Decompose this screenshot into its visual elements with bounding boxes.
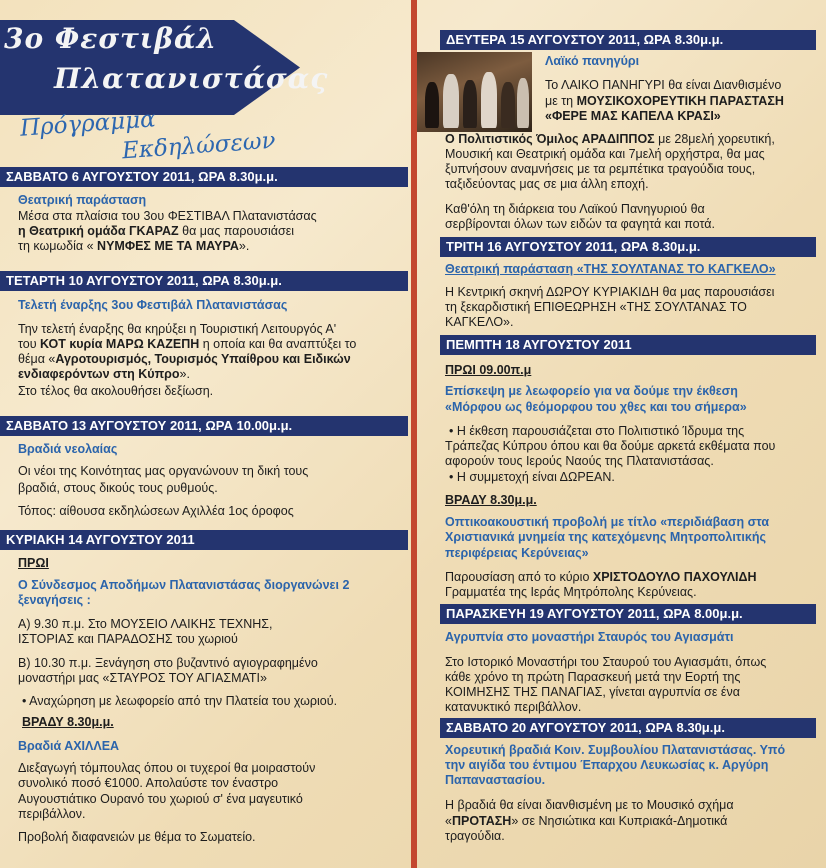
event-text: Τράπεζας Κύπρου όπου και θα δούμε αρκετά εκθέματα που (445, 439, 776, 453)
event-text: βραδιά, στους δικούς τους ρυθμούς. (18, 481, 218, 495)
event-date-bar: ΤΡΙΤΗ 16 ΑΥΓΟΥΣΤΟΥ 2011, ΩΡΑ 8.30μ.μ. (440, 237, 816, 257)
event-text: ξυπνήσουν αναμνήσεις με τα ρεμπέτικα τραγούδια τους, (445, 162, 756, 176)
event-date-bar: ΔΕΥΤΕΡΑ 15 ΑΥΓΟΥΣΤΟΥ 2011, ΩΡΑ 8.30μ.μ. (440, 30, 816, 50)
event-text: Το ΛΑΙΚΟ ΠΑΝΗΓΥΡΙ θα είναι Διανθισμένο (545, 78, 782, 92)
event-title: περιφέρειας Κερύνειας» (445, 546, 589, 560)
event-text: Ο Πολιτιστικός Όμιλος ΑΡΑΔΙΠΠΟΣ με 28μελή χορευτική, (445, 132, 775, 146)
event-text: η Θεατρική ομάδα ΓΚΑΡΑΖ θα μας παρουσιάσει (18, 224, 295, 238)
event-title: Θεατρική παράσταση «ΤΗΣ ΣΟΥΛΤΑΝΑΣ ΤΟ ΚΑΓΚΕΛΟ» (445, 262, 776, 276)
event-text: Προβολή διαφανειών με θέμα το Σωματείο. (18, 830, 256, 844)
event-text: μοναστήρι μας «ΣΤΑΥΡΟΣ ΤΟΥ ΑΓΙΑΣΜΑΤΙ» (18, 671, 267, 685)
right-column (417, 0, 826, 868)
event-title: Ο Σύνδεσμος Αποδήμων Πλατανιστάσας διοργανώνει 2 (18, 578, 350, 592)
event-title: Επίσκεψη με λεωφορείο για να δούμε την έκθεση (445, 384, 738, 398)
event-text: του ΚΟΤ κυρία ΜΑΡΩ ΚΑΖΕΠΗ η οποία και θα αναπτύξει το (18, 337, 357, 351)
program-subtitle-line2: Εκδηλώσεων (121, 127, 277, 165)
event-text: τη κωμωδία « ΝΥΜΦΕΣ ΜΕ ΤΑ ΜΑΥΡΑ». (18, 239, 250, 253)
event-text: τη ξεκαρδιστική ΕΠΙΘΕΩΡΗΣΗ «ΤΗΣ ΣΟΥΛΤΑΝΑΣ ΤΟ (445, 300, 747, 314)
event-text: κατανυκτικό περιβάλλον. (445, 700, 582, 714)
event-title: Χορευτική βραδιά Κοιν. Συμβουλίου Πλατανιστάσας. Υπό (445, 743, 786, 757)
event-title: Λαϊκό πανηγύρι (545, 54, 640, 68)
event-text: τραγούδια. (445, 829, 505, 843)
event-title: Αγρυπνία στο μοναστήρι Σταυρός του Αγιασμάτι (445, 630, 734, 644)
program-subtitle-line1: Πρόγραμμα (19, 106, 157, 142)
event-title: Παπαναστασίου. (445, 773, 546, 787)
event-text: θέμα «Αγροτουρισμός, Τουρισμός Υπαίθρου και Ειδικών (18, 352, 351, 366)
event-date-bar: ΣΑΒΒΑΤΟ 13 ΑΥΓΟΥΣΤΟΥ 2011, ΩΡΑ 10.00μ.μ. (0, 416, 408, 436)
event-text: με τη ΜΟΥΣΙΚΟΧΟΡΕΥΤΙΚΗ ΠΑΡΑΣΤΑΣΗ (545, 94, 784, 108)
event-text: Β) 10.30 π.μ. Ξενάγηση στο βυζαντινό αγιογραφημένο (18, 656, 318, 670)
dance-photo (417, 52, 532, 132)
event-text: ενδιαφερόντων στη Κύπρο». (18, 367, 190, 381)
event-time-label: ΠΡΩΙ 09.00π.μ (445, 363, 532, 377)
event-text: ΚΟΙΜΗΣΗΣ ΤΗΣ ΠΑΝΑΓΙΑΣ, γίνεται αγρυπνία σε ένα (445, 685, 740, 699)
event-text: Καθ'όλη τη διάρκεια του Λαϊκού Πανηγυριού θα (445, 202, 705, 216)
event-text: Μουσική και Θεατρική ομάδα και 7μελή ορχήστρα, θα μας (445, 147, 765, 161)
event-title: Βραδιά νεολαίας (18, 442, 118, 456)
event-text: Α) 9.30 π.μ. Στο ΜΟΥΣΕΙΟ ΛΑΙΚΗΣ ΤΕΧΝΗΣ, (18, 617, 273, 631)
event-title: την αιγίδα του έντιμου Έπαρχου Λευκωσίας κ. Αργύρη (445, 758, 769, 772)
event-text: • Η έκθεση παρουσιάζεται στο Πολιτιστικό Ίδρυμα της (449, 424, 745, 438)
event-date-bar: ΣΑΒΒΑΤΟ 6 ΑΥΓΟΥΣΤΟΥ 2011, ΩΡΑ 8.30μ.μ. (0, 167, 408, 187)
event-text: Στο Ιστορικό Μοναστήρι του Σταυρού του Αγιασμάτι, όπως (445, 655, 767, 669)
event-text: ταξιδεύοντας μας σε μια άλλη εποχή. (445, 177, 649, 191)
event-text: «ΠΡΟΤΑΣΗ» σε Νησιώτικα και Κυπριακά-Δημοτικά (445, 814, 728, 828)
event-title: Βραδιά ΑΧΙΛΛΕΑ (18, 739, 120, 753)
event-text: ΚΑΓΚΕΛΟ». (445, 315, 514, 329)
event-text: Παρουσίαση από το κύριο ΧΡΙΣΤΟΔΟΥΛΟ ΠΑΧΟΥΛΙΔΗ (445, 570, 757, 584)
event-date-bar: ΠΑΡΑΣΚΕΥΗ 19 ΑΥΓΟΥΣΤΟΥ 2011, ΩΡΑ 8.00μ.μ. (440, 604, 816, 624)
event-title: ξεναγήσεις : (18, 593, 91, 607)
event-text: Γραμματέα της Ιεράς Μητρόπολης Κερύνειας. (445, 585, 697, 599)
event-date-bar: ΚΥΡΙΑΚΗ 14 ΑΥΓΟΥΣΤΟΥ 2011 (0, 530, 408, 550)
event-text: Αυγουστιάτικο Ουρανό του χωριού σ' ένα μαγευτικό (18, 792, 303, 806)
event-text: περιβάλλον. (18, 807, 86, 821)
event-text: Οι νέοι της Κοινότητας μας οργανώνουν τη δική τους (18, 464, 309, 478)
event-text: Τόπος: αίθουσα εκδηλώσεων Αχιλλέα 1ος όροφος (18, 504, 294, 518)
event-text: • Η συμμετοχή είναι ΔΩΡΕΑΝ. (449, 470, 615, 484)
festival-title-line2: Πλατανιστάσας (54, 62, 329, 95)
left-column (0, 0, 411, 868)
event-text: Την τελετή έναρξης θα κηρύξει η Τουριστική Λειτουργός Α' (18, 322, 337, 336)
event-text: Διεξαγωγή τόμπουλας όπου οι τυχεροί θα μοιραστούν (18, 761, 316, 775)
event-text: ΙΣΤΟΡΙΑΣ και ΠΑΡΑΔΟΣΗΣ του χωριού (18, 632, 238, 646)
event-text: Στο τέλος θα ακολουθήσει δεξίωση. (18, 384, 214, 398)
event-title: Οπτικοακουστική προβολή με τίτλο «περιδιάβαση στα (445, 515, 770, 529)
event-text: κάθε χρόνο τη πρώτη Παρασκευή μετά την Εορτή της (445, 670, 741, 684)
event-title: Τελετή έναρξης 3ου Φεστιβάλ Πλατανιστάσας (18, 298, 288, 312)
event-time-label: ΒΡΑΔΥ 8.30μ.μ. (445, 493, 537, 507)
event-time-label: ΠΡΩΙ (18, 556, 49, 570)
event-date-bar: ΠΕΜΠΤΗ 18 ΑΥΓΟΥΣΤΟΥ 2011 (440, 335, 816, 355)
event-title: Θεατρική παράσταση (18, 193, 147, 207)
event-time-label: ΒΡΑΔΥ 8.30μ.μ. (22, 715, 114, 729)
festival-title-line1: 3ο Φεστιβάλ (4, 22, 218, 55)
event-title: Χριστιανικά μνημεία της κατεχόμενης Μητροπολιτικής (445, 530, 766, 544)
event-text: αφορούν τους Ιερούς Ναούς της Πλατανιστάσας. (445, 454, 714, 468)
event-text: σερβίρονται όλων των ειδών τα φαγητά και ποτά. (445, 217, 715, 231)
event-text: Μέσα στα πλαίσια του 3ου ΦΕΣΤΙΒΑΛ Πλατανιστάσας (18, 209, 317, 223)
event-date-bar: ΤΕΤΑΡΤΗ 10 ΑΥΓΟΥΣΤΟΥ 2011, ΩΡΑ 8.30μ.μ. (0, 271, 408, 291)
event-text: συνολικό ποσό €1000. Απολαύστε τον έναστρο (18, 776, 279, 790)
event-date-bar: ΣΑΒΒΑΤΟ 20 ΑΥΓΟΥΣΤΟΥ 2011, ΩΡΑ 8.30μ.μ. (440, 718, 816, 738)
event-text: «ΦΕΡΕ ΜΑΣ ΚΑΠΕΛΑ ΚΡΑΣΙ» (545, 109, 721, 123)
event-text: • Αναχώρηση με λεωφορείο από την Πλατεία του χωριού. (22, 694, 338, 708)
event-text: Η Κεντρική σκηνή ΔΩΡΟΥ ΚΥΡΙΑΚΙΔΗ θα μας παρουσιάσει (445, 285, 775, 299)
event-title: «Μόρφου ως θεόμορφου του χθες και του σήμερα» (445, 400, 747, 414)
event-text: Η βραδιά θα είναι διανθισμένη με το Μουσικό σχήμα (445, 798, 734, 812)
